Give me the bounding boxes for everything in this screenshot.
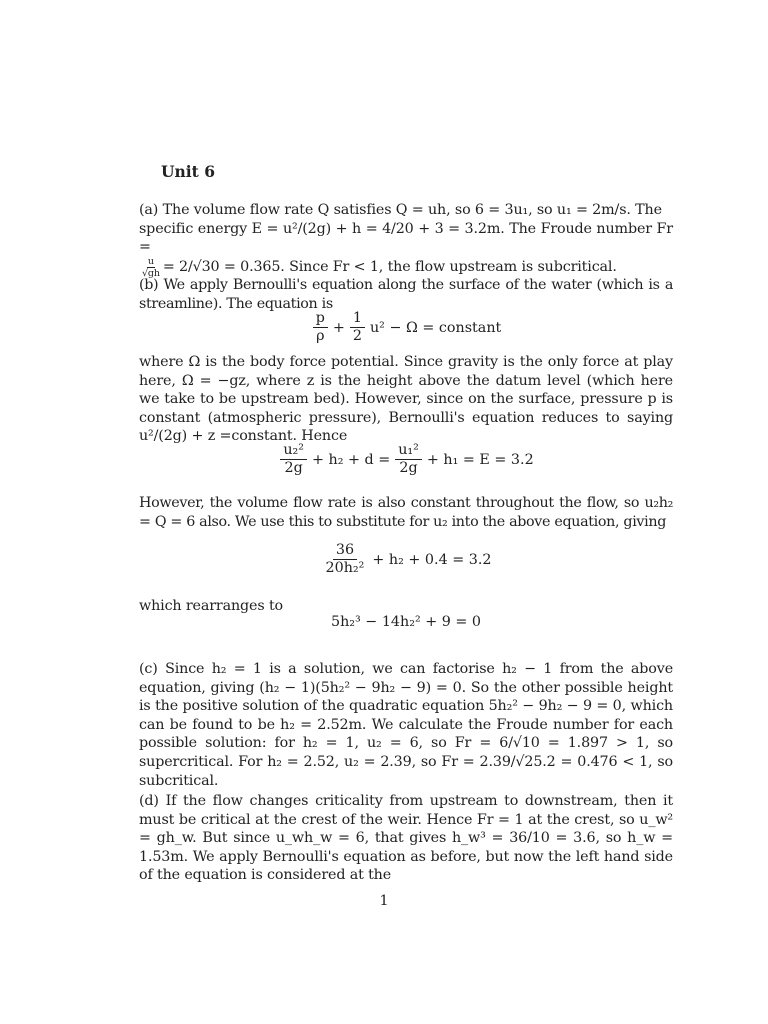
equation-cubic: 5h₂³ − 14h₂² + 9 = 0 bbox=[330, 614, 482, 630]
eq2-end: + h₁ = E = 3.2 bbox=[426, 451, 534, 468]
eq3-den: 20h₂² bbox=[325, 560, 365, 576]
equation-bernoulli bbox=[139, 310, 673, 345]
paragraph-part-b-intro: (b) We apply Bernoulli's equation along the surface of the water (which is a streamline). The equation is bbox=[139, 277, 673, 312]
equation-substitution bbox=[139, 542, 673, 577]
paragraph-part-c: (c) Since h₂ = 1 is a solution, we can factorise h₂ − 1 from the above equation, giving (h₂ − 1)(5h₂² − 9h₂ − 9) = 0. So the other possible height is the positive solution of the quadratic equation 5h₂² − 9h₂ − 9 = 0, which can be found to be h₂ = 2.52m. We calculate the Froude number for each possible solution: for h₂ = 1, u₂ = 6, so Fr = 6/√10 = 1.897 > 1, so supercritical. For h₂ = 2.52, u₂ = 2.39, so Fr = 2.39/√25.2 = 0.476 < 1, so subcritical. bbox=[139, 661, 673, 789]
equation-energy bbox=[139, 442, 673, 477]
eq2-fraction-b bbox=[395, 442, 422, 477]
part-a-line-1: (a) The volume flow rate Q satisfies Q = uh, so 6 = 3u₁, so u₁ = 2m/s. The bbox=[139, 202, 662, 218]
eq1-den: ρ bbox=[316, 328, 325, 344]
eq3-rest: + h₂ + 0.4 = 3.2 bbox=[372, 551, 492, 568]
eq2-mid: + h₂ + d = bbox=[312, 451, 391, 468]
eq3-fraction bbox=[323, 542, 368, 577]
eq1-num: p bbox=[313, 310, 328, 328]
eq2-den-a: 2g bbox=[284, 460, 303, 476]
paragraph-rearranges: which rearranges to bbox=[139, 598, 283, 614]
page-number: 1 bbox=[379, 893, 389, 909]
eq1-rest: u² − Ω = constant bbox=[369, 319, 502, 336]
froude-fraction-num: u bbox=[147, 255, 154, 267]
froude-fraction-den: √gh bbox=[142, 267, 160, 279]
section-heading: Unit 6 bbox=[161, 162, 216, 181]
part-a-line-2: specific energy E = u²/(2g) + h = 4/20 + 3 = 3.2m. The Froude number Fr = bbox=[139, 220, 673, 256]
part-a-line-3-text: = 2/√30 = 0.365. Since Fr < 1, the flow upstream is subcritical. bbox=[162, 259, 617, 276]
eq2-num-b: u₁² bbox=[395, 442, 422, 460]
eq3-num: 36 bbox=[333, 542, 357, 560]
eq2-den-b: 2g bbox=[399, 460, 418, 476]
paragraph-part-b-flow: However, the volume flow rate is also constant throughout the flow, so u₂h₂ = Q = 6 also. We use this to substitute for u₂ into the above equation, giving bbox=[139, 495, 673, 530]
eq1-fraction-half bbox=[350, 310, 365, 345]
paragraph-part-b-body: where Ω is the body force potential. Since gravity is the only force at play here, Ω = −gz, where z is the height above the datum level (which here we take to be upstream bed). However, since on the surface, pressure p is constant (atmospheric pressure), Bernoulli's equation reduces to saying u²/(2g) + z =constant. Hence bbox=[139, 354, 673, 445]
eq1-half-den: 2 bbox=[352, 328, 362, 344]
eq1-half-num: 1 bbox=[350, 310, 365, 328]
eq2-fraction-a bbox=[280, 442, 307, 477]
paragraph-part-a bbox=[139, 201, 673, 279]
paragraph-part-d: (d) If the flow changes criticality from upstream to downstream, then it must be critical at the crest of the weir. Hence Fr = 1 at the crest, so u_w² = gh_w. But since u_wh_w = 6, that gives h_w³ = 36/10 = 3.6, so h_w = 1.53m. We apply Bernoulli's equation as before, but now the left hand side of the equation is considered at the bbox=[139, 793, 673, 884]
eq1-plus: + bbox=[332, 319, 345, 336]
eq1-fraction-p-rho bbox=[313, 310, 328, 345]
eq2-num-a: u₂² bbox=[280, 442, 307, 460]
